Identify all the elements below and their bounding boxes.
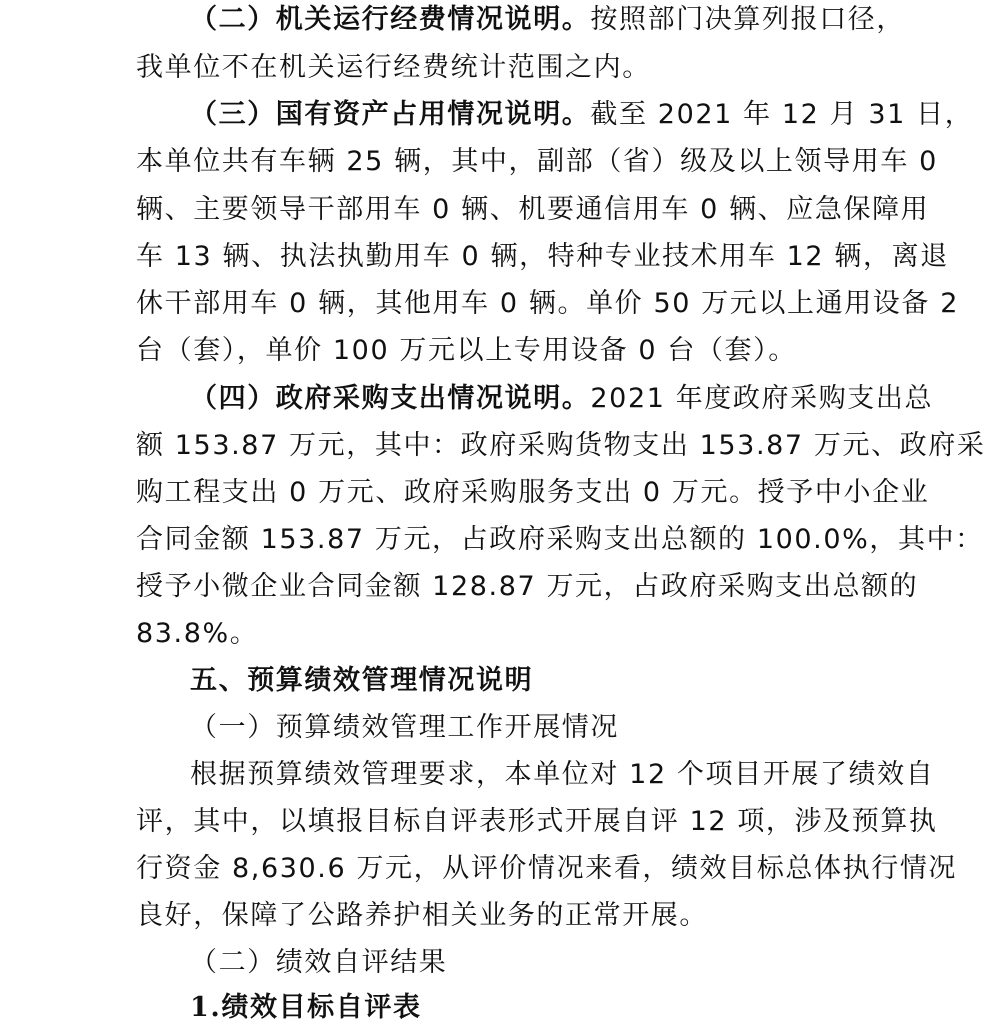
paragraph-line bbox=[136, 50, 876, 86]
paragraph-line: 评，其中，以填报目标自评表形式开展自评 12 项，涉及预算执 bbox=[136, 806, 938, 837]
subsection-heading: （一）预算绩效管理工作开展情况 bbox=[190, 712, 619, 743]
paragraph-line: 车 13 辆、执法执勤用车 0 辆，特种专业技术用车 12 辆，离退 bbox=[136, 241, 949, 272]
paragraph-line: 合同金额 153.87 万元，占政府采购支出总额的 100.0%，其中： bbox=[136, 524, 984, 555]
section-lead: （四）政府采购支出情况说明。 bbox=[190, 383, 591, 414]
table-title: 1.绩效目标自评表 bbox=[190, 992, 422, 1023]
paragraph-text: 我单位不在机关运行经费统计范围之内。 bbox=[136, 52, 651, 83]
paragraph-line: 休干部用车 0 辆，其他用车 0 辆。单价 50 万元以上通用设备 2 bbox=[136, 288, 959, 319]
section-lead: （二）机关运行经费情况说明。 bbox=[190, 4, 591, 35]
paragraph-line: 台（套），单价 100 万元以上专用设备 0 台（套）。 bbox=[136, 335, 797, 366]
paragraph-line bbox=[190, 97, 974, 133]
subsection-heading: （二）绩效自评结果 bbox=[190, 947, 448, 978]
paragraph-text: 按照部门决算列报口径， bbox=[590, 4, 906, 35]
paragraph-text: 截至 2021 年 12 月 31 日， bbox=[590, 99, 974, 130]
paragraph-line: 良好，保障了公路养护相关业务的正常开展。 bbox=[136, 900, 708, 931]
paragraph-line: 额 153.87 万元，其中：政府采购货物支出 153.87 万元、政府采 bbox=[136, 430, 986, 461]
section-lead: （三）国有资产占用情况说明。 bbox=[190, 99, 591, 130]
paragraph-line: 授予小微企业合同金额 128.87 万元，占政府采购支出总额的 bbox=[136, 571, 919, 602]
paragraph-line: 行资金 8,630.6 万元，从评价情况来看，绩效目标总体执行情况 bbox=[136, 853, 958, 884]
paragraph-line: 本单位共有车辆 25 辆，其中，副部（省）级及以上领导用车 0 bbox=[136, 146, 938, 177]
paragraph-line bbox=[190, 381, 934, 417]
paragraph-line bbox=[190, 2, 906, 38]
paragraph-line: 根据预算绩效管理要求，本单位对 12 个项目开展了绩效自 bbox=[190, 759, 935, 790]
paragraph-text: 2021 年度政府采购支出总 bbox=[590, 383, 934, 414]
paragraph-line: 辆、主要领导干部用车 0 辆、机要通信用车 0 辆、应急保障用 bbox=[136, 194, 930, 225]
paragraph-line: 83.8%。 bbox=[136, 618, 259, 649]
paragraph-line: 购工程支出 0 万元、政府采购服务支出 0 万元。授予中小企业 bbox=[136, 477, 930, 508]
section-heading: 五、预算绩效管理情况说明 bbox=[190, 665, 534, 696]
